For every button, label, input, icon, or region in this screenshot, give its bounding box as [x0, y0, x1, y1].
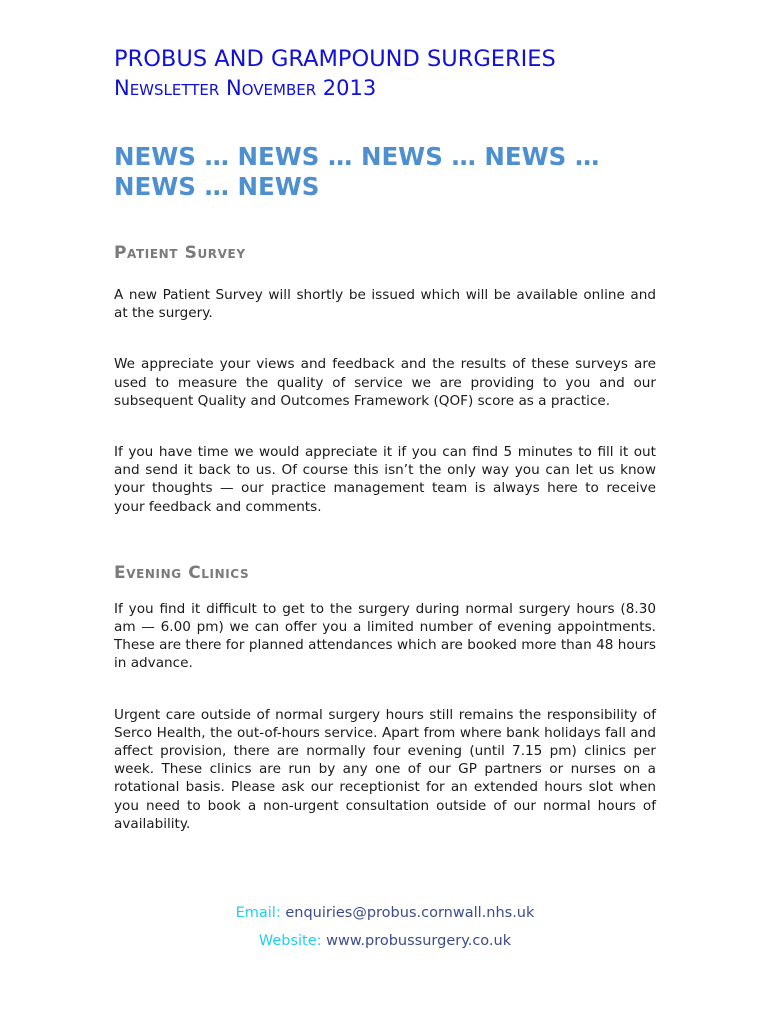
paragraph: Urgent care outside of normal surgery hours still remains the responsibility of Serco Health, the out-of-hours service. Apart from where bank holidays fall and affect provision, there are normally four evening (until 7.15 pm) clinics per week. These clinics are run by any one of our GP partners or nurses on a rotational basis. Please ask our receptionist for an extended hours slot when you need to book a non-urgent consultation outside of our normal hours of availability.: [114, 706, 656, 832]
website-link[interactable]: www.probussurgery.co.uk: [326, 933, 512, 949]
newsletter-page: [114, 44, 656, 833]
paragraph: A new Patient Survey will shortly be issued which will be available online and at the surgery.: [114, 287, 656, 322]
paragraph: We appreciate your views and feedback and the results of these surveys are used to measure the quality of service we are providing to you and our subsequent Quality and Outcomes Framework (QOF) score as a practice.: [114, 356, 656, 409]
email-label: Email:: [235, 905, 281, 921]
footer-email: [0, 904, 770, 922]
section-heading-patient-survey: Patient Survey: [114, 243, 246, 263]
news-banner: NEWS … NEWS … NEWS … NEWS … NEWS … NEWS: [114, 142, 600, 201]
footer-website: [0, 932, 770, 950]
newsletter-subtitle: Newsletter November 2013: [114, 76, 377, 100]
paragraph: If you have time we would appreciate it if you can find 5 minutes to fill it out and send it back to us. Of course this isn’t the only way you can let us know your thoughts — our practice management team is always here to receive your feedback and comments.: [114, 444, 656, 515]
page-title: PROBUS AND GRAMPOUND SURGERIES: [114, 46, 556, 72]
website-label: Website:: [258, 933, 322, 949]
section-heading-evening-clinics: Evening Clinics: [114, 562, 250, 583]
paragraph: If you find it difficult to get to the surgery during normal surgery hours (8.30 am — 6.00 pm) we can offer you a limited number of evening appointments. These are there for planned attendances which are booked more than 48 hours in advance.: [114, 600, 656, 672]
email-link[interactable]: enquiries@probus.cornwall.nhs.uk: [285, 905, 535, 921]
